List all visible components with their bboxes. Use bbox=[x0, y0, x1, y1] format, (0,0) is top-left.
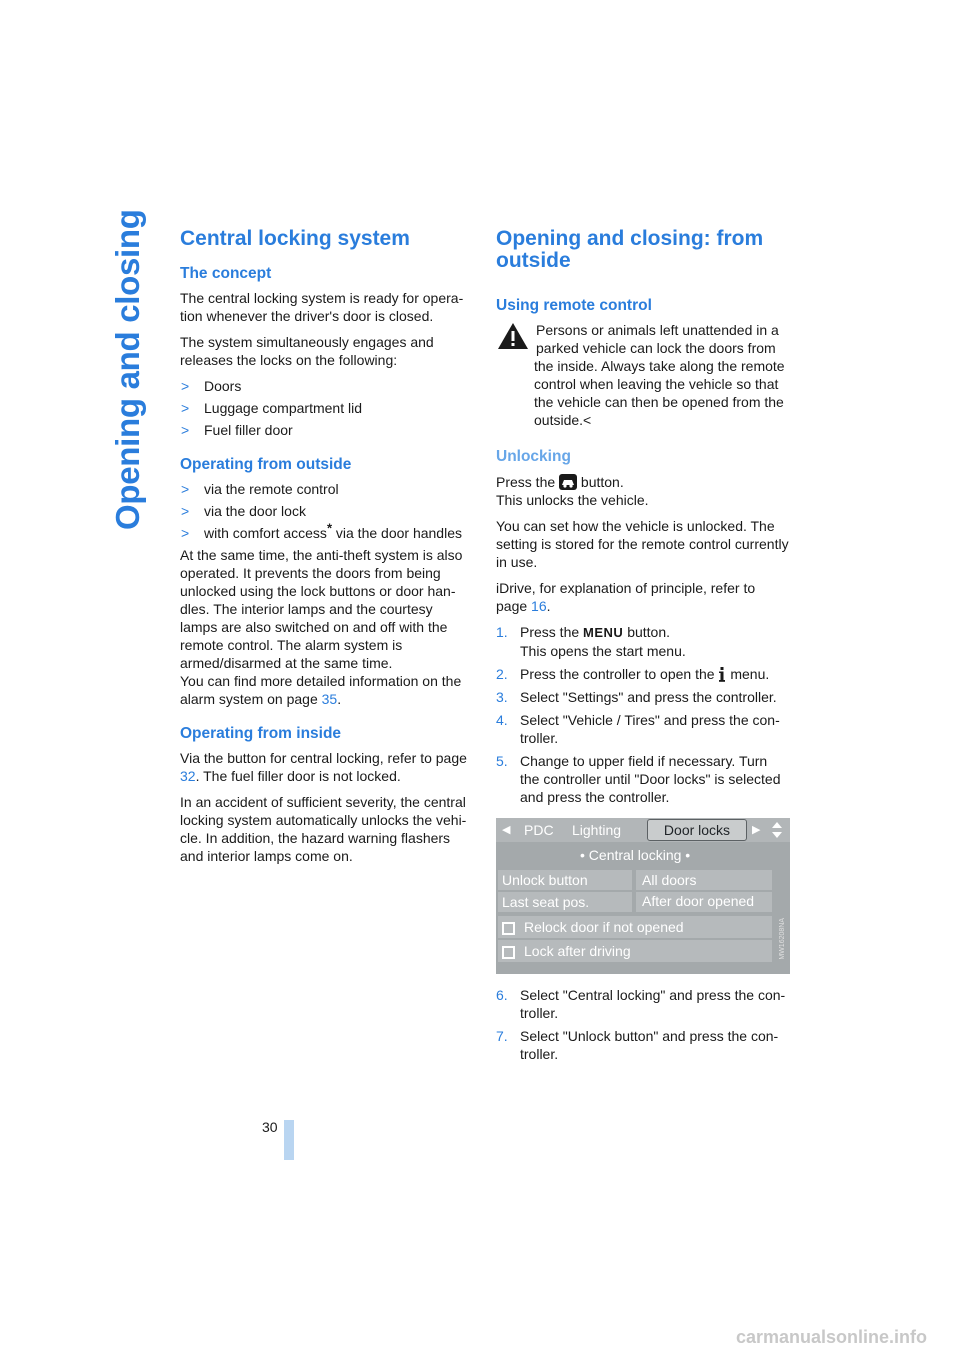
page-link-35[interactable]: 35 bbox=[321, 691, 338, 707]
screen-last-seat-value: After door opened bbox=[642, 893, 755, 909]
side-section-title-text: Opening and closing bbox=[109, 209, 146, 530]
warning-triangle-icon bbox=[496, 321, 530, 351]
step-number: 3. bbox=[496, 689, 508, 705]
list-item: > via the door lock bbox=[181, 503, 306, 519]
screen-unlock-button-value: All doors bbox=[642, 872, 697, 888]
unlock-steps-list bbox=[496, 623, 790, 806]
idrive-screen-image bbox=[496, 818, 790, 974]
unlock-steps-list-continued bbox=[496, 986, 790, 1063]
page-number-bar bbox=[284, 1120, 294, 1160]
unlocking-paragraph-2: You can set how the vehicle is unlocked. The setting is stored for the remote control currently in use. bbox=[496, 518, 789, 570]
step-number: 6. bbox=[496, 987, 508, 1003]
inside-paragraph-2: In an accident of sufficient severity, the central locking system automatically unlocks the vehi-cle. In addition, the hazard warning flashers and interior lamps come on. bbox=[180, 794, 467, 864]
screen-tab-pdc: PDC bbox=[524, 822, 554, 838]
bullet-mark: > bbox=[181, 378, 190, 394]
bullet-mark: > bbox=[181, 422, 190, 438]
list-item: > Fuel filler door bbox=[181, 422, 293, 438]
right-column bbox=[496, 228, 790, 1068]
bullet-mark: > bbox=[181, 481, 190, 497]
screen-tab-door-locks: Door locks bbox=[647, 819, 747, 841]
step-item: 3. Select "Settings" and press the controller. bbox=[496, 689, 777, 705]
step-item: 1. Press the MENU button. This opens the start menu. bbox=[496, 624, 686, 659]
list-item: > Doors bbox=[181, 378, 242, 394]
page-number: 30 bbox=[262, 1119, 278, 1135]
screen-left-arrow-icon: ◀ bbox=[502, 824, 511, 836]
opening-closing-title: Opening and closing: from outside bbox=[496, 227, 764, 272]
list-item: > via the remote control bbox=[181, 481, 339, 497]
bullet-mark: > bbox=[181, 525, 190, 541]
screen-unlock-button-label: Unlock button bbox=[502, 872, 588, 888]
unlock-button-icon bbox=[559, 474, 577, 490]
list-item: > with comfort access* via the door handles bbox=[181, 520, 462, 541]
step-item: 7. Select "Unlock button" and press the con-troller. bbox=[496, 1028, 779, 1062]
outside-heading: Operating from outside bbox=[180, 456, 352, 473]
side-section-title bbox=[100, 209, 156, 530]
remote-control-heading: Using remote control bbox=[496, 297, 652, 314]
page-link-16[interactable]: 16 bbox=[531, 598, 547, 614]
screen-checkbox-icon bbox=[502, 946, 515, 959]
list-item: > Luggage compartment lid bbox=[181, 400, 362, 416]
watermark: carmanualsonline.info bbox=[736, 1327, 928, 1347]
outside-methods-list bbox=[180, 480, 472, 542]
warning-text: Persons or animals left unattended in a parked vehicle can lock the doors from the inside. Always take along the remote control when leaving the vehicle so that the vehicle can then be opened from the outside.< bbox=[534, 322, 785, 428]
screen-scroll-arrows-icon bbox=[770, 821, 784, 839]
central-locking-title: Central locking system bbox=[180, 227, 410, 250]
lock-targets-list bbox=[180, 377, 472, 439]
step-number: 1. bbox=[496, 624, 508, 640]
page-link-32[interactable]: 32 bbox=[180, 768, 196, 784]
step-item: 4. Select "Vehicle / Tires" and press the con-troller. bbox=[496, 712, 780, 746]
screen-lock-after-driving-label: Lock after driving bbox=[524, 943, 631, 959]
unlocking-paragraph-1: Press the button. bbox=[496, 474, 624, 490]
step-number: 5. bbox=[496, 753, 508, 769]
concept-paragraph-2: The system simultaneously engages and releases the locks on the following: bbox=[180, 334, 434, 368]
bullet-mark: > bbox=[181, 503, 190, 519]
step-number: 4. bbox=[496, 712, 508, 728]
step-number: 2. bbox=[496, 666, 508, 682]
alarm-reference-paragraph: You can find more detailed information on the alarm system on page 35. bbox=[180, 673, 462, 707]
concept-paragraph-1: The central locking system is ready for opera-tion whenever the driver's door is closed. bbox=[180, 290, 464, 324]
concept-heading: The concept bbox=[180, 265, 272, 282]
option-asterisk: * bbox=[326, 520, 332, 536]
end-mark: < bbox=[583, 412, 592, 428]
screen-checkbox-icon bbox=[502, 922, 515, 935]
inside-heading: Operating from inside bbox=[180, 725, 342, 742]
step-item: 6. Select "Central locking" and press the con-troller. bbox=[496, 987, 786, 1021]
screen-relock-label: Relock door if not opened bbox=[524, 919, 684, 935]
left-column bbox=[180, 228, 472, 869]
screen-image-code: MW16208NA bbox=[779, 918, 786, 960]
screen-subtitle: • Central locking • bbox=[580, 847, 691, 863]
inside-paragraph-1: Via the button for central locking, refer to page 32. The fuel filler door is not locked. bbox=[180, 750, 467, 784]
screen-tab-lighting: Lighting bbox=[572, 822, 622, 838]
unlocking-heading: Unlocking bbox=[496, 448, 571, 465]
step-item: 2. Press the controller to open the menu. bbox=[496, 666, 770, 682]
screen-last-seat-label: Last seat pos. bbox=[502, 894, 590, 910]
unlocking-paragraph-1b: This unlocks the vehicle. bbox=[496, 492, 649, 508]
step-item: 5. Change to upper field if necessary. Turn the controller until "Door locks" is selected and press the controller. bbox=[496, 753, 781, 805]
warning-block bbox=[496, 321, 790, 429]
step-number: 7. bbox=[496, 1028, 508, 1044]
idrive-reference-paragraph: iDrive, for explanation of principle, refer to page 16. bbox=[496, 580, 756, 614]
screen-right-arrow-icon: ▶ bbox=[752, 824, 761, 836]
menu-button-label: MENU bbox=[583, 625, 624, 640]
outside-paragraph: At the same time, the anti-theft system is also operated. It prevents the doors from being unlocked using the lock buttons or door han-dles. The interior lamps and the courtesy lamps are also switched on and off with the remote control. The alarm system is armed/disarmed at the same time. bbox=[180, 547, 463, 671]
bullet-mark: > bbox=[181, 400, 190, 416]
